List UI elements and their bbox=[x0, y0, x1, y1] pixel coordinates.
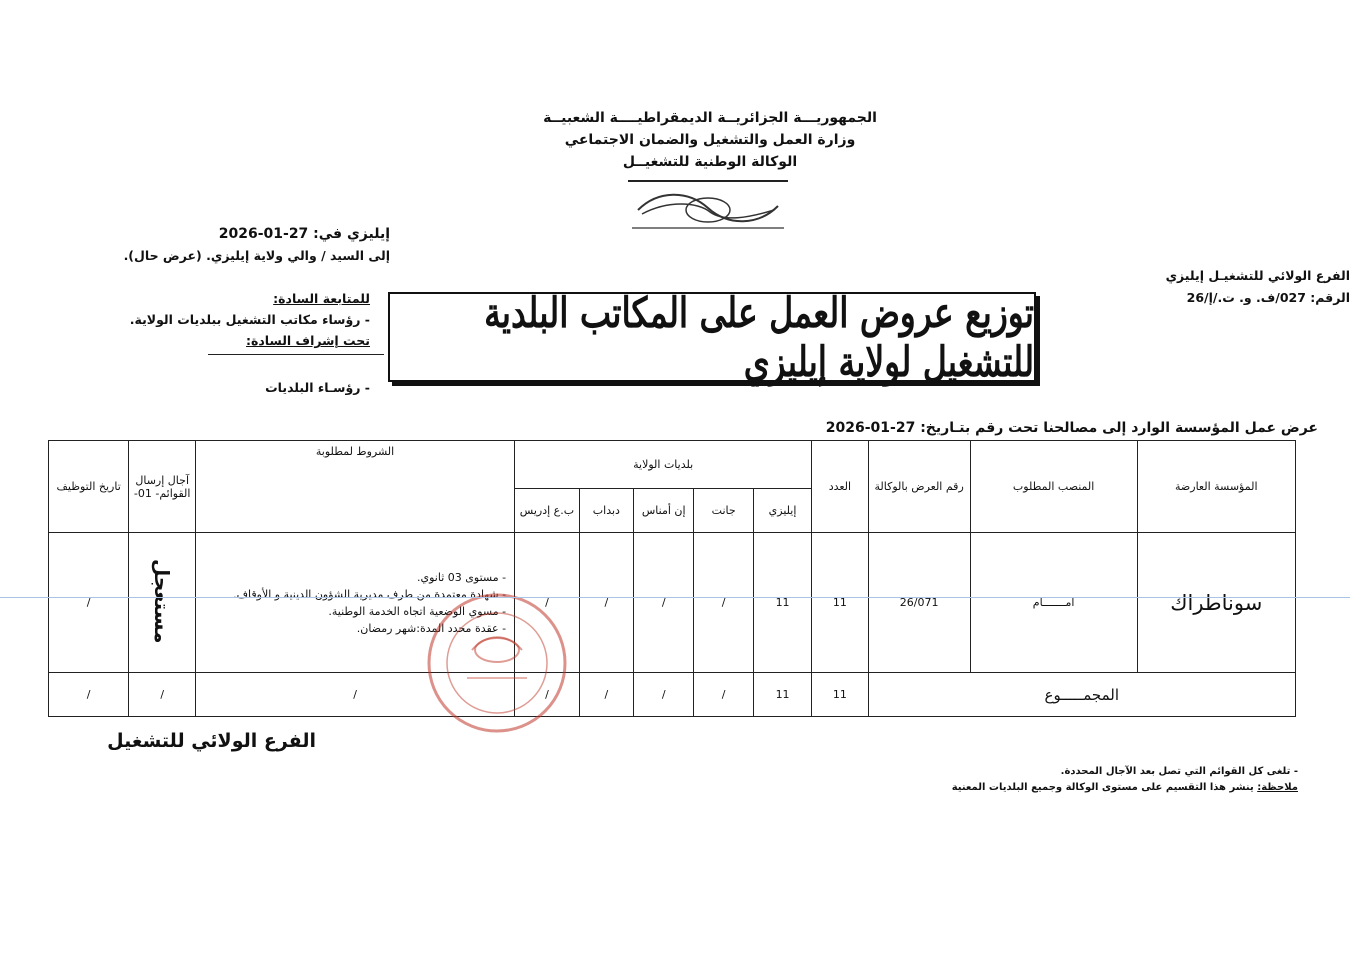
note-line-1: - تلغى كل القوائم التي تصل بعد الآجال المحددة. bbox=[1060, 766, 1298, 777]
col-company-header: المؤسسة العارضة bbox=[1137, 441, 1295, 533]
signature-branch: الفرع الولائي للتشغيل bbox=[107, 730, 316, 752]
total-muni-illizi: 11 bbox=[753, 673, 811, 717]
document-title: توزيع عروض العمل على المكاتب البلدية للتشغيل لولاية إيليزي bbox=[484, 288, 1034, 386]
total-hire-date: / bbox=[49, 673, 129, 717]
muni-bordj-omar-driss: ب.ع إدريس bbox=[515, 489, 580, 533]
deadline-cell bbox=[129, 533, 196, 673]
muni-value-djanet: / bbox=[694, 533, 753, 673]
supervision-item: - رؤسـاء البلديات bbox=[265, 380, 370, 395]
scan-line bbox=[0, 597, 1350, 598]
header-divider bbox=[628, 180, 788, 182]
col-conditions-header: الشروط لمطلوبة bbox=[196, 441, 515, 533]
followup-label: للمتابعة السادة: bbox=[273, 291, 370, 306]
date-place: إيليزي في: 27-01-2026 bbox=[218, 226, 390, 242]
muni-value-illizi: 11 bbox=[753, 533, 811, 673]
branch-name: الفرع الولائي للتشغيـل إيليزي bbox=[1165, 268, 1350, 283]
note-label: ملاحظة: bbox=[1257, 782, 1298, 793]
total-muni-in-amenas: / bbox=[633, 673, 693, 717]
condition-item: - مسوي الوضعية اتجاه الخدمة الوطنية. bbox=[196, 603, 506, 620]
ministry-line: وزارة العمل والتشغيل والضمان الاجتماعي bbox=[564, 132, 856, 148]
total-muni-bordj: / bbox=[515, 673, 580, 717]
muni-value-in-amenas: / bbox=[633, 533, 693, 673]
offer-no-cell: 26/071 bbox=[868, 533, 970, 673]
total-conditions: / bbox=[196, 673, 515, 717]
addressee: إلى السيد / والي ولاية إيليزي. (عرض حال). bbox=[123, 248, 390, 263]
total-muni-debdeb: / bbox=[579, 673, 633, 717]
hire-date-cell: / bbox=[49, 533, 129, 673]
reference-number: الرقم: 027/ف. و. ت./إ/26 bbox=[1186, 290, 1350, 305]
document-title-box bbox=[388, 288, 1036, 386]
total-deadline: / bbox=[129, 673, 196, 717]
col-offer-no-header: رقم العرض بالوكالة bbox=[868, 441, 970, 533]
col-municipalities-header: بلديات الولاية bbox=[515, 441, 812, 489]
total-muni-djanet: / bbox=[694, 673, 753, 717]
count-cell: 11 bbox=[812, 533, 868, 673]
agency-logo bbox=[628, 188, 788, 232]
republic-line: الجمهوريـــة الجزائريــة الديمقراطيــــة الشعبيــة bbox=[543, 110, 877, 126]
muni-in-amenas: إن أمناس bbox=[633, 489, 693, 533]
company-cell: سوناطراك bbox=[1137, 533, 1295, 673]
muni-value-debdeb: / bbox=[579, 533, 633, 673]
col-count-header: العدد bbox=[812, 441, 868, 533]
conditions-cell bbox=[196, 533, 515, 673]
total-row bbox=[49, 673, 1296, 717]
condition-item: - مستوى 03 ثانوي. bbox=[196, 569, 506, 586]
condition-item: - شهادة معتمدة من طرف مديرية الشؤون الدينية و الأوقاف. bbox=[196, 586, 506, 603]
table-row bbox=[49, 533, 1296, 673]
supervision-rule bbox=[208, 354, 384, 355]
position-cell: امـــــــام bbox=[970, 533, 1137, 673]
agency-line: الوكالة الوطنية للتشغيــل bbox=[622, 154, 798, 170]
deadline-value: مستعجل bbox=[150, 558, 175, 644]
muni-djanet: جانت bbox=[694, 489, 753, 533]
offer-intro: عرض عمل المؤسسة الوارد إلى مصالحنا تحت رقم بتـاريخ: 27-01-2026 bbox=[825, 420, 1318, 436]
total-count: 11 bbox=[812, 673, 868, 717]
job-offers-table bbox=[48, 440, 1296, 717]
condition-item: - عقدة محدد المدة:شهر رمضان. bbox=[196, 620, 506, 637]
muni-value-bordj: / bbox=[515, 533, 580, 673]
followup-item: - رؤساء مكاتب التشغيل ببلديات الولاية. bbox=[129, 312, 370, 327]
supervision-label: تحت إشراف السادة: bbox=[246, 333, 370, 348]
muni-illizi: إيليزي bbox=[753, 489, 811, 533]
total-label: المجمـــــوع bbox=[868, 673, 1295, 717]
col-deadline-header: آجال إرسال القوائم- 01- bbox=[129, 441, 196, 533]
col-position-header: المنصب المطلوب bbox=[970, 441, 1137, 533]
note-line-2: ملاحظة: ينشر هذا التقسيم على مستوى الوكالة وجميع البلديات المعنية bbox=[951, 782, 1298, 793]
muni-debdeb: دبداب bbox=[579, 489, 633, 533]
col-hire-date-header: تاريخ التوظيف bbox=[49, 441, 129, 533]
